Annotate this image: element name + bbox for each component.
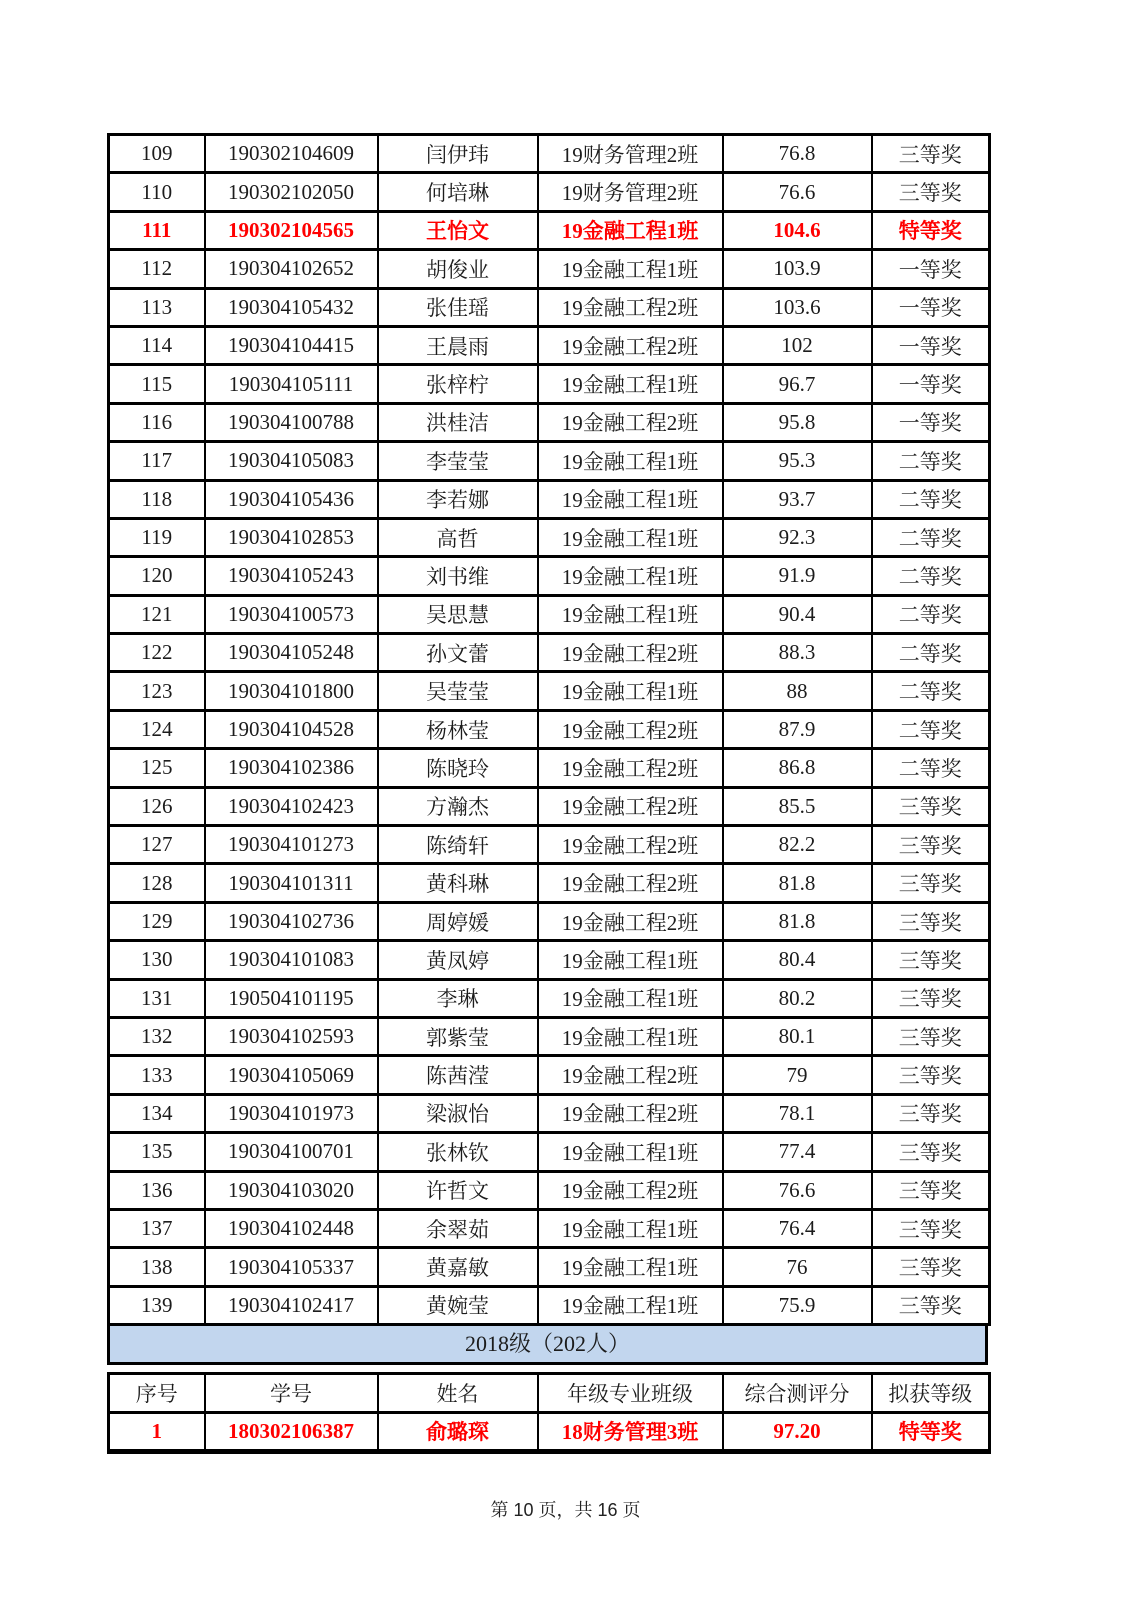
cell-award: 三等奖 bbox=[872, 1094, 990, 1132]
header-student-id: 学号 bbox=[205, 1374, 378, 1412]
cell-index: 129 bbox=[109, 902, 205, 940]
cell-score: 87.9 bbox=[723, 710, 872, 748]
page-number-footer bbox=[0, 1496, 1131, 1522]
cell-index: 115 bbox=[109, 365, 205, 403]
cell-index: 121 bbox=[109, 595, 205, 633]
cell-index: 137 bbox=[109, 1209, 205, 1247]
cell-score: 76.8 bbox=[723, 135, 872, 173]
cell-name: 梁淑怡 bbox=[378, 1094, 538, 1132]
table-row bbox=[109, 826, 990, 864]
cell-score: 97.20 bbox=[723, 1412, 872, 1451]
cell-score: 92.3 bbox=[723, 518, 872, 556]
cell-index: 117 bbox=[109, 442, 205, 480]
cell-class: 19金融工程1班 bbox=[538, 979, 723, 1017]
cell-student-id: 190304101083 bbox=[205, 941, 378, 979]
cell-class: 19金融工程1班 bbox=[538, 365, 723, 403]
awards-table-2019-body bbox=[109, 135, 990, 1325]
cell-award: 一等奖 bbox=[872, 365, 990, 403]
cell-class: 19金融工程2班 bbox=[538, 634, 723, 672]
table-row bbox=[109, 1209, 990, 1247]
cell-score: 77.4 bbox=[723, 1133, 872, 1171]
cell-index: 109 bbox=[109, 135, 205, 173]
cell-name: 黄婉莹 bbox=[378, 1286, 538, 1324]
cell-student-id: 190304105111 bbox=[205, 365, 378, 403]
cell-score: 79 bbox=[723, 1056, 872, 1094]
cell-score: 91.9 bbox=[723, 557, 872, 595]
cell-name: 黄嘉敏 bbox=[378, 1248, 538, 1286]
cell-award: 二等奖 bbox=[872, 710, 990, 748]
cell-score: 103.6 bbox=[723, 288, 872, 326]
cell-score: 78.1 bbox=[723, 1094, 872, 1132]
header-index: 序号 bbox=[109, 1374, 205, 1412]
cell-score: 80.1 bbox=[723, 1017, 872, 1055]
cell-name: 方瀚杰 bbox=[378, 787, 538, 825]
cell-score: 86.8 bbox=[723, 749, 872, 787]
cell-score: 81.8 bbox=[723, 864, 872, 902]
cell-name: 洪桂洁 bbox=[378, 403, 538, 441]
cell-student-id: 190304102736 bbox=[205, 902, 378, 940]
cell-student-id: 190304101273 bbox=[205, 826, 378, 864]
cell-name: 吴思慧 bbox=[378, 595, 538, 633]
cell-index: 123 bbox=[109, 672, 205, 710]
table-row bbox=[109, 250, 990, 288]
cell-student-id: 190304102423 bbox=[205, 787, 378, 825]
cell-student-id: 190304103020 bbox=[205, 1171, 378, 1209]
cell-class: 19金融工程2班 bbox=[538, 826, 723, 864]
cell-class: 19金融工程1班 bbox=[538, 250, 723, 288]
cell-name: 李若娜 bbox=[378, 480, 538, 518]
table-row bbox=[109, 173, 990, 211]
table-row bbox=[109, 749, 990, 787]
cell-name: 杨林莹 bbox=[378, 710, 538, 748]
cell-score: 76.6 bbox=[723, 1171, 872, 1209]
cell-class: 19金融工程1班 bbox=[538, 1209, 723, 1247]
cell-name: 吴莹莹 bbox=[378, 672, 538, 710]
cell-student-id: 190302104565 bbox=[205, 211, 378, 249]
cell-score: 80.2 bbox=[723, 979, 872, 1017]
cell-index: 138 bbox=[109, 1248, 205, 1286]
cell-index: 124 bbox=[109, 710, 205, 748]
cell-student-id: 190304102593 bbox=[205, 1017, 378, 1055]
cell-name: 张佳瑶 bbox=[378, 288, 538, 326]
cell-student-id: 190304100573 bbox=[205, 595, 378, 633]
table-row bbox=[109, 941, 990, 979]
cell-student-id: 190304102652 bbox=[205, 250, 378, 288]
cell-index: 133 bbox=[109, 1056, 205, 1094]
table-row bbox=[109, 557, 990, 595]
cell-class: 19金融工程2班 bbox=[538, 710, 723, 748]
table-row bbox=[109, 1286, 990, 1324]
cell-index: 1 bbox=[109, 1412, 205, 1451]
table-row bbox=[109, 518, 990, 556]
cell-index: 114 bbox=[109, 326, 205, 364]
cell-class: 19金融工程1班 bbox=[538, 211, 723, 249]
cell-award: 三等奖 bbox=[872, 941, 990, 979]
cell-student-id: 190304102853 bbox=[205, 518, 378, 556]
awards-table-2018 bbox=[107, 1372, 991, 1454]
header-row bbox=[109, 1374, 990, 1412]
cell-score: 76.4 bbox=[723, 1209, 872, 1247]
cell-student-id: 180302106387 bbox=[205, 1412, 378, 1451]
cell-student-id: 190304105337 bbox=[205, 1248, 378, 1286]
cell-score: 75.9 bbox=[723, 1286, 872, 1324]
cell-student-id: 190304102417 bbox=[205, 1286, 378, 1324]
cell-student-id: 190304105083 bbox=[205, 442, 378, 480]
cell-index: 112 bbox=[109, 250, 205, 288]
cell-score: 93.7 bbox=[723, 480, 872, 518]
cell-index: 134 bbox=[109, 1094, 205, 1132]
cell-score: 81.8 bbox=[723, 902, 872, 940]
table-row bbox=[109, 442, 990, 480]
cell-award: 一等奖 bbox=[872, 288, 990, 326]
cell-award: 三等奖 bbox=[872, 173, 990, 211]
table-row bbox=[109, 979, 990, 1017]
header-award: 拟获等级 bbox=[872, 1374, 990, 1412]
cell-score: 95.8 bbox=[723, 403, 872, 441]
cell-index: 118 bbox=[109, 480, 205, 518]
cell-award: 二等奖 bbox=[872, 557, 990, 595]
cell-score: 90.4 bbox=[723, 595, 872, 633]
header-class: 年级专业班级 bbox=[538, 1374, 723, 1412]
table-row bbox=[109, 326, 990, 364]
cell-name: 刘书维 bbox=[378, 557, 538, 595]
table-row bbox=[109, 365, 990, 403]
cell-class: 19财务管理2班 bbox=[538, 173, 723, 211]
cell-index: 119 bbox=[109, 518, 205, 556]
cell-class: 19金融工程1班 bbox=[538, 941, 723, 979]
cell-award: 二等奖 bbox=[872, 634, 990, 672]
table-row bbox=[109, 864, 990, 902]
cell-student-id: 190304101311 bbox=[205, 864, 378, 902]
cell-name: 王晨雨 bbox=[378, 326, 538, 364]
cell-score: 104.6 bbox=[723, 211, 872, 249]
table-row bbox=[109, 1171, 990, 1209]
cell-award: 二等奖 bbox=[872, 749, 990, 787]
cell-index: 120 bbox=[109, 557, 205, 595]
cell-index: 131 bbox=[109, 979, 205, 1017]
cell-class: 19金融工程2班 bbox=[538, 403, 723, 441]
cell-award: 特等奖 bbox=[872, 1412, 990, 1451]
cell-index: 135 bbox=[109, 1133, 205, 1171]
cell-name: 陈绮轩 bbox=[378, 826, 538, 864]
cell-class: 19金融工程2班 bbox=[538, 787, 723, 825]
cell-name: 黄科琳 bbox=[378, 864, 538, 902]
cell-score: 102 bbox=[723, 326, 872, 364]
cell-index: 139 bbox=[109, 1286, 205, 1324]
cell-class: 19金融工程2班 bbox=[538, 864, 723, 902]
cell-student-id: 190304104528 bbox=[205, 710, 378, 748]
table-row bbox=[109, 403, 990, 441]
cell-class: 19金融工程1班 bbox=[538, 1286, 723, 1324]
cell-score: 80.4 bbox=[723, 941, 872, 979]
cell-student-id: 190304100701 bbox=[205, 1133, 378, 1171]
table-row bbox=[109, 1248, 990, 1286]
awards-table-2019 bbox=[107, 133, 991, 1326]
cell-index: 136 bbox=[109, 1171, 205, 1209]
section-band-title: 2018级（202人） bbox=[464, 1331, 630, 1357]
cell-class: 19金融工程1班 bbox=[538, 1248, 723, 1286]
cell-name: 张林钦 bbox=[378, 1133, 538, 1171]
cell-class: 19金融工程2班 bbox=[538, 902, 723, 940]
cell-student-id: 190304105436 bbox=[205, 480, 378, 518]
cell-award: 三等奖 bbox=[872, 826, 990, 864]
table-row bbox=[109, 135, 990, 173]
cell-award: 三等奖 bbox=[872, 1286, 990, 1324]
cell-score: 88.3 bbox=[723, 634, 872, 672]
cell-award: 三等奖 bbox=[872, 864, 990, 902]
cell-name: 李琳 bbox=[378, 979, 538, 1017]
section-band-2018 bbox=[107, 1323, 988, 1365]
cell-award: 三等奖 bbox=[872, 1056, 990, 1094]
cell-student-id: 190304102448 bbox=[205, 1209, 378, 1247]
cell-name: 王怡文 bbox=[378, 211, 538, 249]
cell-name: 何培琳 bbox=[378, 173, 538, 211]
cell-class: 19金融工程1班 bbox=[538, 442, 723, 480]
cell-award: 三等奖 bbox=[872, 135, 990, 173]
cell-name: 高哲 bbox=[378, 518, 538, 556]
cell-name: 陈晓玲 bbox=[378, 749, 538, 787]
cell-name: 孙文蕾 bbox=[378, 634, 538, 672]
header-name: 姓名 bbox=[378, 1374, 538, 1412]
cell-class: 19金融工程1班 bbox=[538, 1133, 723, 1171]
table-row bbox=[109, 595, 990, 633]
cell-name: 黄凤婷 bbox=[378, 941, 538, 979]
cell-score: 96.7 bbox=[723, 365, 872, 403]
cell-award: 三等奖 bbox=[872, 1171, 990, 1209]
cell-name: 俞璐琛 bbox=[378, 1412, 538, 1451]
cell-score: 103.9 bbox=[723, 250, 872, 288]
awards-table-2018-body bbox=[109, 1412, 990, 1451]
cell-award: 二等奖 bbox=[872, 518, 990, 556]
cell-index: 132 bbox=[109, 1017, 205, 1055]
cell-score: 76.6 bbox=[723, 173, 872, 211]
table-row bbox=[109, 288, 990, 326]
table-row bbox=[109, 787, 990, 825]
cell-index: 127 bbox=[109, 826, 205, 864]
cell-class: 19金融工程1班 bbox=[538, 595, 723, 633]
cell-class: 18财务管理3班 bbox=[538, 1412, 723, 1451]
document-page bbox=[107, 133, 988, 1454]
cell-student-id: 190304101800 bbox=[205, 672, 378, 710]
cell-class: 19金融工程1班 bbox=[538, 480, 723, 518]
cell-class: 19金融工程2班 bbox=[538, 749, 723, 787]
cell-index: 111 bbox=[109, 211, 205, 249]
cell-student-id: 190304105069 bbox=[205, 1056, 378, 1094]
table-row bbox=[109, 634, 990, 672]
cell-class: 19金融工程2班 bbox=[538, 288, 723, 326]
cell-class: 19财务管理2班 bbox=[538, 135, 723, 173]
table-row bbox=[109, 1412, 990, 1451]
cell-name: 许哲文 bbox=[378, 1171, 538, 1209]
cell-student-id: 190304105243 bbox=[205, 557, 378, 595]
cell-index: 126 bbox=[109, 787, 205, 825]
header-score: 综合测评分 bbox=[723, 1374, 872, 1412]
cell-name: 闫伊玮 bbox=[378, 135, 538, 173]
cell-student-id: 190302102050 bbox=[205, 173, 378, 211]
cell-class: 19金融工程2班 bbox=[538, 326, 723, 364]
cell-index: 128 bbox=[109, 864, 205, 902]
cell-award: 一等奖 bbox=[872, 326, 990, 364]
cell-class: 19金融工程2班 bbox=[538, 1094, 723, 1132]
cell-class: 19金融工程1班 bbox=[538, 557, 723, 595]
cell-score: 95.3 bbox=[723, 442, 872, 480]
table-row bbox=[109, 1094, 990, 1132]
cell-score: 82.2 bbox=[723, 826, 872, 864]
cell-name: 周婷媛 bbox=[378, 902, 538, 940]
cell-name: 张梓柠 bbox=[378, 365, 538, 403]
table-row bbox=[109, 211, 990, 249]
cell-index: 110 bbox=[109, 173, 205, 211]
section-gap bbox=[107, 1365, 988, 1372]
cell-class: 19金融工程1班 bbox=[538, 672, 723, 710]
cell-class: 19金融工程1班 bbox=[538, 1017, 723, 1055]
cell-index: 125 bbox=[109, 749, 205, 787]
cell-award: 一等奖 bbox=[872, 403, 990, 441]
cell-award: 三等奖 bbox=[872, 979, 990, 1017]
cell-award: 特等奖 bbox=[872, 211, 990, 249]
cell-index: 122 bbox=[109, 634, 205, 672]
table-row bbox=[109, 710, 990, 748]
cell-score: 85.5 bbox=[723, 787, 872, 825]
cell-name: 胡俊业 bbox=[378, 250, 538, 288]
page-number-text: 第 10 页，共 16 页 bbox=[490, 1500, 641, 1520]
cell-award: 三等奖 bbox=[872, 1017, 990, 1055]
cell-student-id: 190304101973 bbox=[205, 1094, 378, 1132]
cell-index: 113 bbox=[109, 288, 205, 326]
table-row bbox=[109, 902, 990, 940]
cell-class: 19金融工程2班 bbox=[538, 1171, 723, 1209]
cell-award: 三等奖 bbox=[872, 1248, 990, 1286]
cell-award: 三等奖 bbox=[872, 1133, 990, 1171]
cell-score: 76 bbox=[723, 1248, 872, 1286]
table-row bbox=[109, 1017, 990, 1055]
cell-student-id: 190304102386 bbox=[205, 749, 378, 787]
cell-award: 一等奖 bbox=[872, 250, 990, 288]
cell-name: 郭紫莹 bbox=[378, 1017, 538, 1055]
cell-student-id: 190304105432 bbox=[205, 288, 378, 326]
cell-student-id: 190302104609 bbox=[205, 135, 378, 173]
cell-award: 二等奖 bbox=[872, 672, 990, 710]
cell-index: 116 bbox=[109, 403, 205, 441]
cell-award: 三等奖 bbox=[872, 902, 990, 940]
cell-index: 130 bbox=[109, 941, 205, 979]
cell-award: 三等奖 bbox=[872, 1209, 990, 1247]
table-row bbox=[109, 1133, 990, 1171]
cell-class: 19金融工程1班 bbox=[538, 518, 723, 556]
cell-score: 88 bbox=[723, 672, 872, 710]
cell-award: 三等奖 bbox=[872, 787, 990, 825]
cell-class: 19金融工程2班 bbox=[538, 1056, 723, 1094]
cell-student-id: 190304104415 bbox=[205, 326, 378, 364]
cell-student-id: 190504101195 bbox=[205, 979, 378, 1017]
cell-award: 二等奖 bbox=[872, 480, 990, 518]
cell-award: 二等奖 bbox=[872, 595, 990, 633]
cell-student-id: 190304105248 bbox=[205, 634, 378, 672]
cell-name: 余翠茹 bbox=[378, 1209, 538, 1247]
cell-award: 二等奖 bbox=[872, 442, 990, 480]
cell-student-id: 190304100788 bbox=[205, 403, 378, 441]
cell-name: 李莹莹 bbox=[378, 442, 538, 480]
table-row bbox=[109, 480, 990, 518]
cell-name: 陈茜滢 bbox=[378, 1056, 538, 1094]
table-row bbox=[109, 1056, 990, 1094]
table-row bbox=[109, 672, 990, 710]
